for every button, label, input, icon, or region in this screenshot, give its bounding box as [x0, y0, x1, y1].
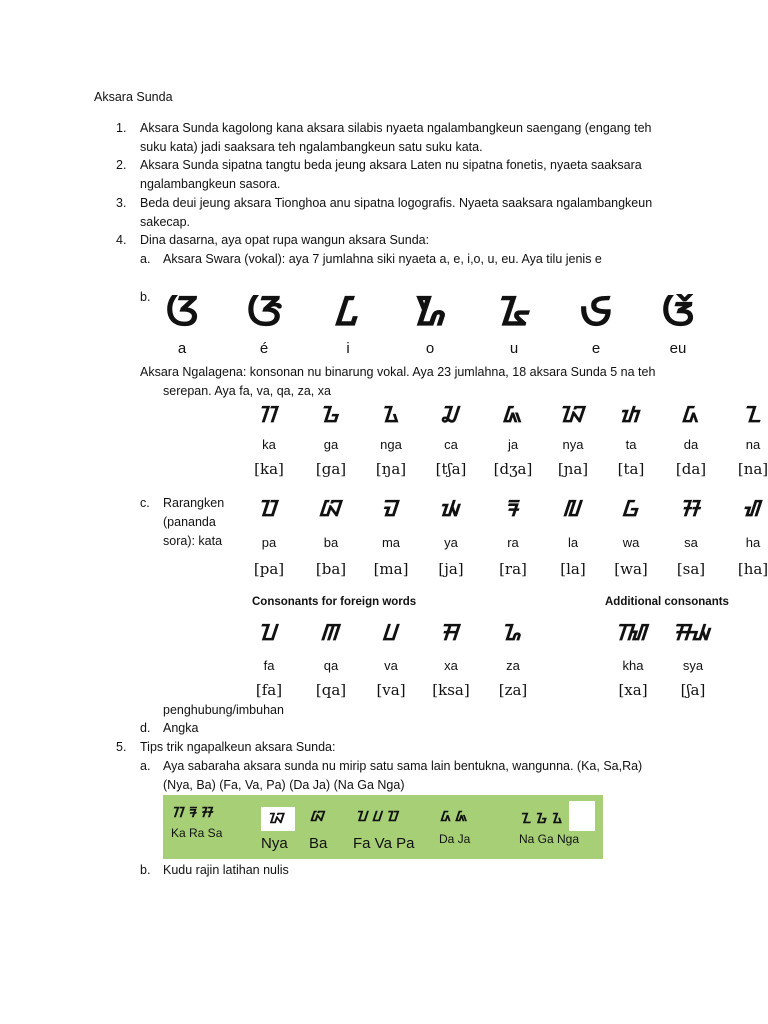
foreign-label: za — [506, 658, 520, 673]
consonant-chart — [232, 398, 768, 698]
vowel-glyph: ᮈ — [580, 289, 612, 335]
consonant-label: ga — [323, 437, 339, 452]
vowel-label: a — [177, 340, 187, 357]
sub-item-text: serepan. Aya fa, va, qa, za, xa — [163, 384, 331, 398]
foreign-consonants-heading: Consonants for foreign words — [252, 596, 417, 608]
consonant-ipa: [ɲa] — [557, 460, 589, 478]
consonant-glyph: ᮙ — [383, 497, 399, 522]
consonant-ipa: [ta] — [617, 460, 645, 478]
list-item-text: ngalambangkeun sasora. — [140, 177, 281, 191]
foreign-ipa: [fa] — [255, 681, 283, 699]
tip-glyphs: ᮊ ᮛ ᮞ — [173, 805, 213, 821]
consonant-ipa: [ha] — [737, 560, 768, 578]
consonant-glyph: ᮛ — [507, 497, 519, 522]
sub-letter: c. — [140, 496, 150, 510]
consonant-glyph: ᮚ — [441, 497, 461, 522]
consonant-glyph: ᮒ — [621, 403, 641, 428]
foreign-label: xa — [444, 658, 458, 673]
tip-label: Na Ga Nga — [519, 832, 580, 846]
consonant-glyph: ᮘ — [320, 497, 342, 522]
tip-label: Nya — [261, 835, 288, 852]
consonant-label: ha — [745, 535, 761, 550]
foreign-ipa: [za] — [498, 681, 528, 699]
list-number: 5. — [116, 740, 127, 754]
tip-glyphs: ᮖ ᮗ ᮕ — [357, 809, 399, 825]
consonant-ipa: [la] — [560, 560, 586, 578]
consonant-label: ka — [262, 437, 276, 452]
consonant-ipa: [pa] — [253, 560, 285, 578]
consonant-ipa: [ga] — [315, 460, 347, 478]
consonant-glyph: ᮠ — [744, 497, 762, 522]
foreign-label: fa — [263, 658, 275, 673]
additional-ipa: [xa] — [618, 681, 648, 699]
additional-consonants-heading: Additional consonants — [605, 596, 729, 608]
sub-item-text: Aksara Ngalagena: konsonan nu binarung vokal. Aya 23 jumlahna, 18 aksara Sunda 5 na teh — [140, 365, 656, 379]
consonant-label: pa — [261, 535, 277, 550]
consonant-label: ca — [444, 437, 458, 452]
vowel-glyph: ᮄ — [336, 289, 360, 335]
consonant-ipa: [ra] — [499, 560, 527, 578]
list-item-text: Beda deui jeung aksara Tionghoa anu sipatna logografis. Nyaeta saaksara ngalambangkeun — [140, 196, 653, 210]
consonant-glyph: ᮌ — [322, 403, 340, 428]
foreign-glyph: ᮖ — [260, 621, 278, 646]
vowel-chart — [152, 288, 712, 360]
consonant-glyph: ᮜ — [564, 497, 582, 522]
consonant-ipa: [dʒa] — [493, 460, 533, 478]
consonant-glyph: ᮍ — [382, 403, 400, 428]
sub-item-text: Rarangken — [163, 496, 225, 510]
consonant-ipa: [ŋa] — [375, 460, 407, 478]
consonant-glyph: ᮏ — [504, 403, 522, 428]
consonant-label: ba — [323, 535, 339, 550]
sub-letter: b. — [140, 863, 151, 877]
sub-item-text: Aya sabaraha aksara sunda nu mirip satu sama lain bentukna, wangunna. (Ka, Sa,Ra) — [163, 759, 643, 773]
additional-label: sya — [682, 658, 704, 673]
sub-item-text: Kudu rajin latihan nulis — [163, 863, 289, 877]
sub-item-text: penghubung/imbuhan — [163, 703, 284, 717]
sub-letter: a. — [140, 252, 151, 266]
additional-glyph: ᮮ — [617, 621, 649, 646]
sub-item-text: (pananda — [163, 515, 216, 529]
tip-glyphs: ᮑ — [269, 811, 285, 827]
consonant-label: nga — [380, 437, 402, 452]
list-number: 1. — [116, 121, 127, 135]
vowel-glyph: ᮇ — [413, 289, 447, 335]
list-item-text: Tips trik ngapalkeun aksara Sunda: — [140, 740, 336, 754]
sub-item-text: Aksara Swara (vokal): aya 7 jumlahna siki nyaeta a, e, i,o, u, eu. Aya tilu jenis e — [163, 252, 602, 266]
foreign-glyph: ᮐ — [503, 621, 523, 646]
foreign-glyph: ᮋ — [322, 621, 340, 646]
consonant-ipa: [ka] — [254, 460, 284, 478]
tip-label: Ba — [309, 835, 328, 852]
consonant-glyph: ᮕ — [260, 497, 278, 522]
similar-letters-image — [163, 795, 603, 859]
consonant-label: nya — [562, 437, 584, 452]
page-title: Aksara Sunda — [94, 90, 173, 104]
additional-ipa: [ʃa] — [680, 681, 706, 699]
consonant-label: ya — [444, 535, 458, 550]
consonant-glyph: ᮊ — [260, 403, 278, 428]
list-number: 2. — [116, 158, 127, 172]
consonant-ipa: [wa] — [614, 560, 648, 578]
vowel-label: e — [591, 340, 601, 357]
sub-letter: d. — [140, 721, 151, 735]
foreign-ipa: [ksa] — [432, 681, 470, 699]
consonant-label: la — [567, 535, 579, 550]
consonant-glyph: ᮔ — [745, 403, 761, 428]
consonant-label: ra — [507, 535, 519, 550]
sub-letter: a. — [140, 759, 151, 773]
consonant-label: da — [683, 437, 699, 452]
vowel-glyph: ᮆ — [245, 289, 283, 335]
consonant-ipa: [da] — [675, 460, 707, 478]
consonant-ipa: [ma] — [373, 560, 409, 578]
tip-label: Da Ja — [439, 832, 471, 846]
list-item-text: suku kata) jadi saaksara teh ngalambangkeun satu suku kata. — [140, 140, 483, 154]
highlight-box — [569, 801, 595, 831]
sub-item-text: Angka — [163, 721, 199, 735]
list-item-text: sakecap. — [140, 215, 191, 229]
vowel-glyph: ᮅ — [498, 289, 530, 335]
foreign-glyph: ᮟ — [442, 621, 460, 646]
consonant-ipa: [sa] — [676, 560, 706, 578]
consonant-ipa: [ba] — [315, 560, 347, 578]
tip-glyphs: ᮔ ᮌ ᮍ — [521, 811, 563, 827]
consonant-label: ma — [381, 535, 401, 550]
vowel-label: i — [346, 340, 350, 357]
sub-item-text: (Nya, Ba) (Fa, Va, Pa) (Da Ja) (Na Ga Nga) — [163, 778, 405, 792]
consonant-ipa: [ja] — [438, 560, 464, 578]
list-number: 4. — [116, 233, 127, 247]
foreign-ipa: [qa] — [315, 681, 347, 699]
list-number: 3. — [116, 196, 127, 210]
foreign-label: qa — [323, 658, 339, 673]
consonant-glyph: ᮝ — [623, 497, 639, 522]
consonant-glyph: ᮓ — [683, 403, 699, 428]
consonant-glyph: ᮑ — [561, 403, 585, 428]
consonant-glyph: ᮎ — [442, 403, 460, 428]
list-item-text: Dina dasarna, aya opat rupa wangun aksara Sunda: — [140, 233, 430, 247]
tip-label: Fa Va Pa — [353, 835, 415, 852]
vowel-label: o — [425, 340, 435, 357]
vowel-label: é — [259, 340, 269, 357]
sub-item-text: sora): kata — [163, 534, 223, 548]
consonant-ipa: [na] — [737, 460, 768, 478]
consonant-label: ta — [625, 437, 637, 452]
list-item-text: Aksara Sunda kagolong kana aksara silabis nyaeta ngalambangkeun saengang (engang teh — [140, 121, 652, 135]
consonant-ipa: [tʃa] — [435, 460, 467, 478]
tip-label: Ka Ra Sa — [171, 826, 223, 840]
vowel-glyph: ᮉ — [660, 289, 696, 335]
vowel-label: u — [509, 340, 519, 357]
foreign-ipa: [va] — [376, 681, 406, 699]
additional-label: kha — [622, 658, 644, 673]
tip-glyphs: ᮓ ᮏ — [441, 809, 468, 825]
sub-letter: b. — [140, 290, 151, 304]
additional-glyph: ᮯ — [674, 621, 712, 646]
foreign-label: va — [384, 658, 398, 673]
consonant-label: wa — [622, 535, 640, 550]
consonant-label: ja — [507, 437, 519, 452]
list-item-text: Aksara Sunda sipatna tangtu beda jeung aksara Laten nu sipatna fonetis, nyaeta saaksara — [140, 158, 642, 172]
consonant-label: na — [745, 437, 761, 452]
consonant-glyph: ᮞ — [682, 497, 700, 522]
foreign-glyph: ᮗ — [383, 621, 399, 646]
consonant-label: sa — [684, 535, 698, 550]
vowel-glyph: ᮃ — [164, 289, 200, 335]
vowel-label: eu — [669, 340, 687, 357]
tip-glyphs: ᮘ — [311, 809, 325, 825]
